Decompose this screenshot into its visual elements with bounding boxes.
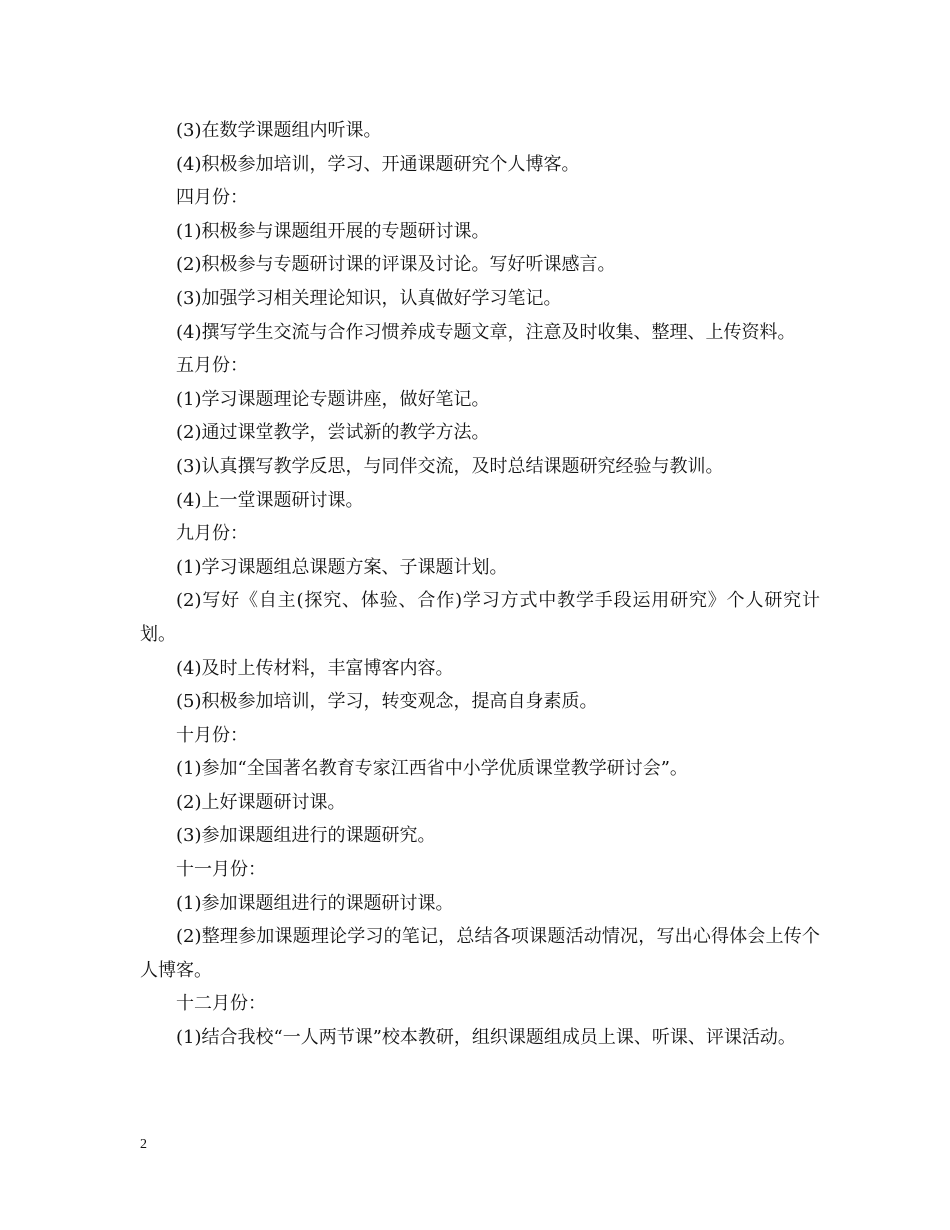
document-body bbox=[140, 114, 820, 1055]
section-heading: 五月份： bbox=[176, 355, 248, 377]
paragraph: (1)参加课题组进行的课题研讨课。 bbox=[176, 892, 454, 914]
paragraph: (4)撰写学生交流与合作习惯养成专题文章，注意及时收集、整理、上传资料。 bbox=[176, 321, 796, 343]
paragraph: (2)通过课堂教学，尝试新的教学方法。 bbox=[176, 422, 490, 444]
paragraph: (3)认真撰写教学反思，与同伴交流，及时总结课题研究经验与教训。 bbox=[176, 455, 724, 477]
section-heading: 四月份： bbox=[176, 187, 248, 209]
paragraph: (2)上好课题研讨课。 bbox=[176, 791, 346, 813]
paragraph: (1)参加“全国著名教育专家江西省中小学优质课堂教学研讨会”。 bbox=[176, 758, 688, 780]
paragraph: (4)及时上传材料，丰富博客内容。 bbox=[176, 657, 454, 679]
paragraph: (4)上一堂课题研讨课。 bbox=[176, 489, 364, 511]
paragraph: (2)积极参与专题研讨课的评课及讨论。写好听课感言。 bbox=[176, 254, 616, 276]
paragraph: (1)学习课题理论专题讲座，做好笔记。 bbox=[176, 388, 490, 410]
paragraph: (2)整理参加课题理论学习的笔记，总结各项课题活动情况，写出心得体会上传个人博客。 bbox=[140, 926, 820, 981]
paragraph: (2)写好《自主(探究、体验、合作)学习方式中教学手段运用研究》个人研究计划。 bbox=[140, 590, 820, 645]
page-number: 2 bbox=[140, 1137, 147, 1152]
paragraph: (1)学习课题组总课题方案、子课题计划。 bbox=[176, 556, 508, 578]
section-heading: 十月份： bbox=[176, 724, 248, 746]
section-heading: 九月份： bbox=[176, 523, 248, 545]
section-heading: 十一月份： bbox=[176, 859, 266, 881]
paragraph: (3)加强学习相关理论知识，认真做好学习笔记。 bbox=[176, 287, 562, 309]
paragraph: (4)积极参加培训，学习、开通课题研究个人博客。 bbox=[176, 153, 580, 175]
paragraph: (1)积极参与课题组开展的专题研讨课。 bbox=[176, 220, 490, 242]
section-heading: 十二月份： bbox=[176, 993, 266, 1015]
paragraph: (3)在数学课题组内听课。 bbox=[176, 120, 382, 141]
paragraph: (1)结合我校“一人两节课”校本教研，组织课题组成员上课、听课、评课活动。 bbox=[176, 1027, 796, 1049]
paragraph: (3)参加课题组进行的课题研究。 bbox=[176, 825, 436, 847]
paragraph: (5)积极参加培训，学习，转变观念，提高自身素质。 bbox=[176, 691, 598, 713]
